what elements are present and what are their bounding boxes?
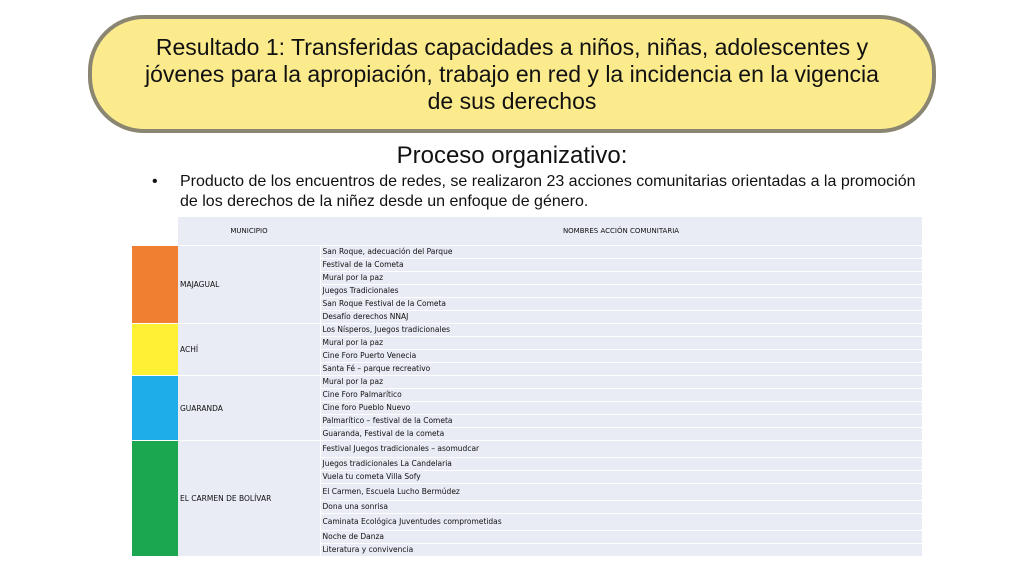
table-body (132, 246, 922, 557)
action-name: Desafío derechos NNAJ (320, 311, 922, 324)
municipio-color-swatch (132, 376, 178, 441)
municipio-name: ACHÍ (178, 324, 320, 376)
municipio-color-swatch (132, 441, 178, 557)
action-name: Santa Fé – parque recreativo (320, 363, 922, 376)
header-municipio: MUNICIPIO (178, 217, 320, 246)
result-banner (88, 15, 936, 133)
action-name: Mural por la paz (320, 376, 922, 389)
action-name: Mural por la paz (320, 337, 922, 350)
action-name: Los Nísperos, Juegos tradicionales (320, 324, 922, 337)
action-name: Cine Foro Palmarítico (320, 389, 922, 402)
action-name: Festival Juegos tradicionales – asomudcar (320, 441, 922, 458)
action-name: Festival de la Cometa (320, 259, 922, 272)
table-row (132, 246, 922, 259)
result-title: Resultado 1: Transferidas capacidades a niños, niñas, adolescentes y jóvenes para la apropiación, trabajo en red y la incidencia en la vigencia de sus derechos (145, 33, 879, 114)
action-name: El Carmen, Escuela Lucho Bermúdez (320, 484, 922, 501)
municipio-name: EL CARMEN DE BOLÍVAR (178, 441, 320, 557)
action-name: Vuela tu cometa Villa Sofy (320, 471, 922, 484)
bullet-point (152, 172, 922, 212)
action-name: San Roque, adecuación del Parque (320, 246, 922, 259)
bullet-icon: • (152, 173, 158, 190)
action-name: San Roque Festival de la Cometa (320, 298, 922, 311)
table-row (132, 324, 922, 337)
action-name: Guaranda, Festival de la cometa (320, 428, 922, 441)
action-name: Cine Foro Puerto Venecia (320, 350, 922, 363)
action-name: Literatura y convivencia (320, 544, 922, 557)
action-name: Noche de Danza (320, 531, 922, 544)
actions-table-container (132, 217, 922, 557)
table-row (132, 376, 922, 389)
municipio-name: GUARANDA (178, 376, 320, 441)
action-name: Palmarítico – festival de la Cometa (320, 415, 922, 428)
action-name: Caminata Ecológica Juventudes comprometidas (320, 514, 922, 531)
section-title: Proceso organizativo: (396, 142, 628, 169)
action-name: Juegos Tradicionales (320, 285, 922, 298)
action-name: Mural por la paz (320, 272, 922, 285)
municipio-name: MAJAGUAL (178, 246, 320, 324)
action-name: Juegos tradicionales La Candelaria (320, 458, 922, 471)
bullet-text: Producto de los encuentros de redes, se realizaron 23 acciones comunitarias orientadas a la promoción de los derechos de la niñez desde un enfoque de género. (180, 173, 916, 210)
header-spacer (132, 217, 178, 246)
table-row (132, 441, 922, 458)
actions-table (132, 217, 922, 557)
municipio-color-swatch (132, 324, 178, 376)
action-name: Dona una sonrisa (320, 501, 922, 514)
table-header-row (132, 217, 922, 246)
municipio-color-swatch (132, 246, 178, 324)
action-name: Cine foro Pueblo Nuevo (320, 402, 922, 415)
header-acciones: NOMBRES ACCIÓN COMUNITARIA (320, 217, 922, 246)
